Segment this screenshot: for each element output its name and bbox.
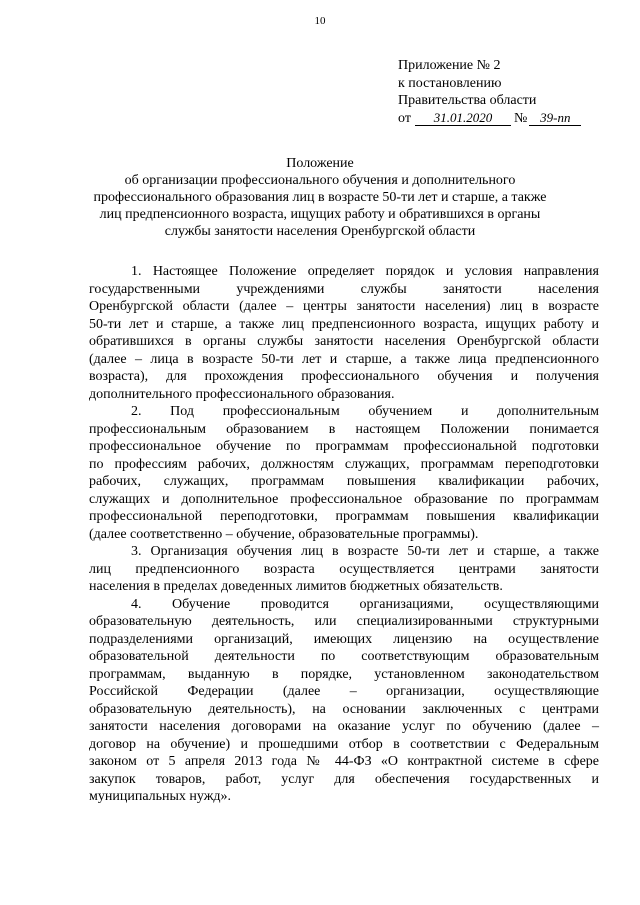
paragraph-line: обратившихся в органы службы занятости населения Оренбургской области [89,334,599,349]
paragraph-line: Российской Федерации (далее – организации, осуществляющие [89,684,599,699]
paragraph-line: профессиональное обучение по программам профессиональной подготовки [89,439,599,454]
paragraph-line: профессиональным образованием в настоящем Положении понимается [89,421,599,437]
paragraph-line: возраста), для прохождения профессионального обучения и получения [89,369,599,384]
number-prefix: № [513,110,528,126]
paragraph-line: (далее – лица в возрасте 50-ти лет и старше, а также лица предпенсионного [89,351,599,367]
paragraph-line: 2. Под профессиональным обучением и дополнительным [131,404,599,419]
paragraph-2 [89,403,599,543]
paragraph-line: муниципальных нужд». [89,789,232,804]
appendix-title: Приложение № 2 [398,58,501,73]
document-heading [0,155,640,240]
paragraph-line: образовательную деятельность, или специализированными структурными [89,614,599,629]
paragraph-3 [89,543,599,596]
paragraph-line: 1. Настоящее Положение определяет порядок и условия направления [131,264,599,279]
paragraph-line: дополнительного профессионального образования. [89,386,395,402]
paragraph-line: подразделениями организаций, имеющих лицензию на осуществление [89,631,599,647]
paragraph-line: рабочих, служащих, программам повышения квалификации рабочих, [89,474,599,489]
heading-line: профессионального образования лиц в возрасте 50-ти лет и старше, а также [93,190,547,205]
paragraph-line: занятости населения договорами на оказание услуг по обучению (далее – [89,719,599,734]
document-title: Положение [286,156,354,171]
paragraph-line: образовательной деятельности по соответствующим образовательным [89,649,599,664]
paragraph-line: образовательную деятельность), на основании заключенных с центрами [89,701,599,717]
paragraph-line: программам, выданную в порядке, установленном законодательством [89,666,599,682]
paragraph-line: закупок товаров, работ, услуг для обеспечения государственных и [89,771,599,787]
paragraph-line: договор на обучение) и прошедшими отбор в соответствии с Федеральным [89,736,599,752]
appendix-resolution-line: к постановлению [398,75,502,91]
paragraph-line: законом от 5 апреля 2013 года № 44-ФЗ «О контрактной системе в сфере [89,754,599,769]
heading-line: лиц предпенсионного возраста, ищущих работу и обратившихся в органы [99,207,541,222]
paragraph-line: профессиональной переподготовки, программам повышения квалификации [89,509,599,524]
page-number: 10 [314,15,326,27]
paragraph-line: Оренбургской области (далее – центры занятости населения) лиц в возрасте [89,299,599,314]
handwritten-number: 39-пп [529,111,581,126]
paragraph-line: 3. Организация обучения лиц в возрасте 50-ти лет и старше, а также [131,544,599,559]
paragraph-line: по профессиям рабочих, должностям служащих, программам переподготовки [89,456,599,472]
paragraph-4 [89,596,599,806]
paragraph-line: (далее соответственно – обучение, образовательные программы). [89,526,479,542]
heading-line: об организации профессионального обучения и дополнительного [124,173,516,188]
appendix-government-line: Правительства области [398,93,537,108]
paragraph-line: служащих и дополнительное профессиональное образование по программам [89,491,599,507]
heading-line: службы занятости населения Оренбургской области [164,224,476,239]
appendix-date-line [398,110,628,128]
handwritten-date: 31.01.2020 [415,111,511,126]
paragraph-line: лиц предпенсионного возраста осуществляется центрами занятости [89,561,599,577]
paragraph-line: населения в пределах доведенных лимитов бюджетных обязательств. [89,579,503,594]
paragraph-line: 50-ти лет и старше, а также лиц предпенсионного возраста, ищущих работу и [89,316,599,332]
paragraph-1 [89,263,599,403]
document-body [89,263,599,806]
date-prefix: от [398,110,411,126]
paragraph-line: государственными учреждениями службы занятости населения [89,281,599,297]
paragraph-line: 4. Обучение проводится организациями, осуществляющими [131,596,599,612]
appendix-block [398,57,628,127]
